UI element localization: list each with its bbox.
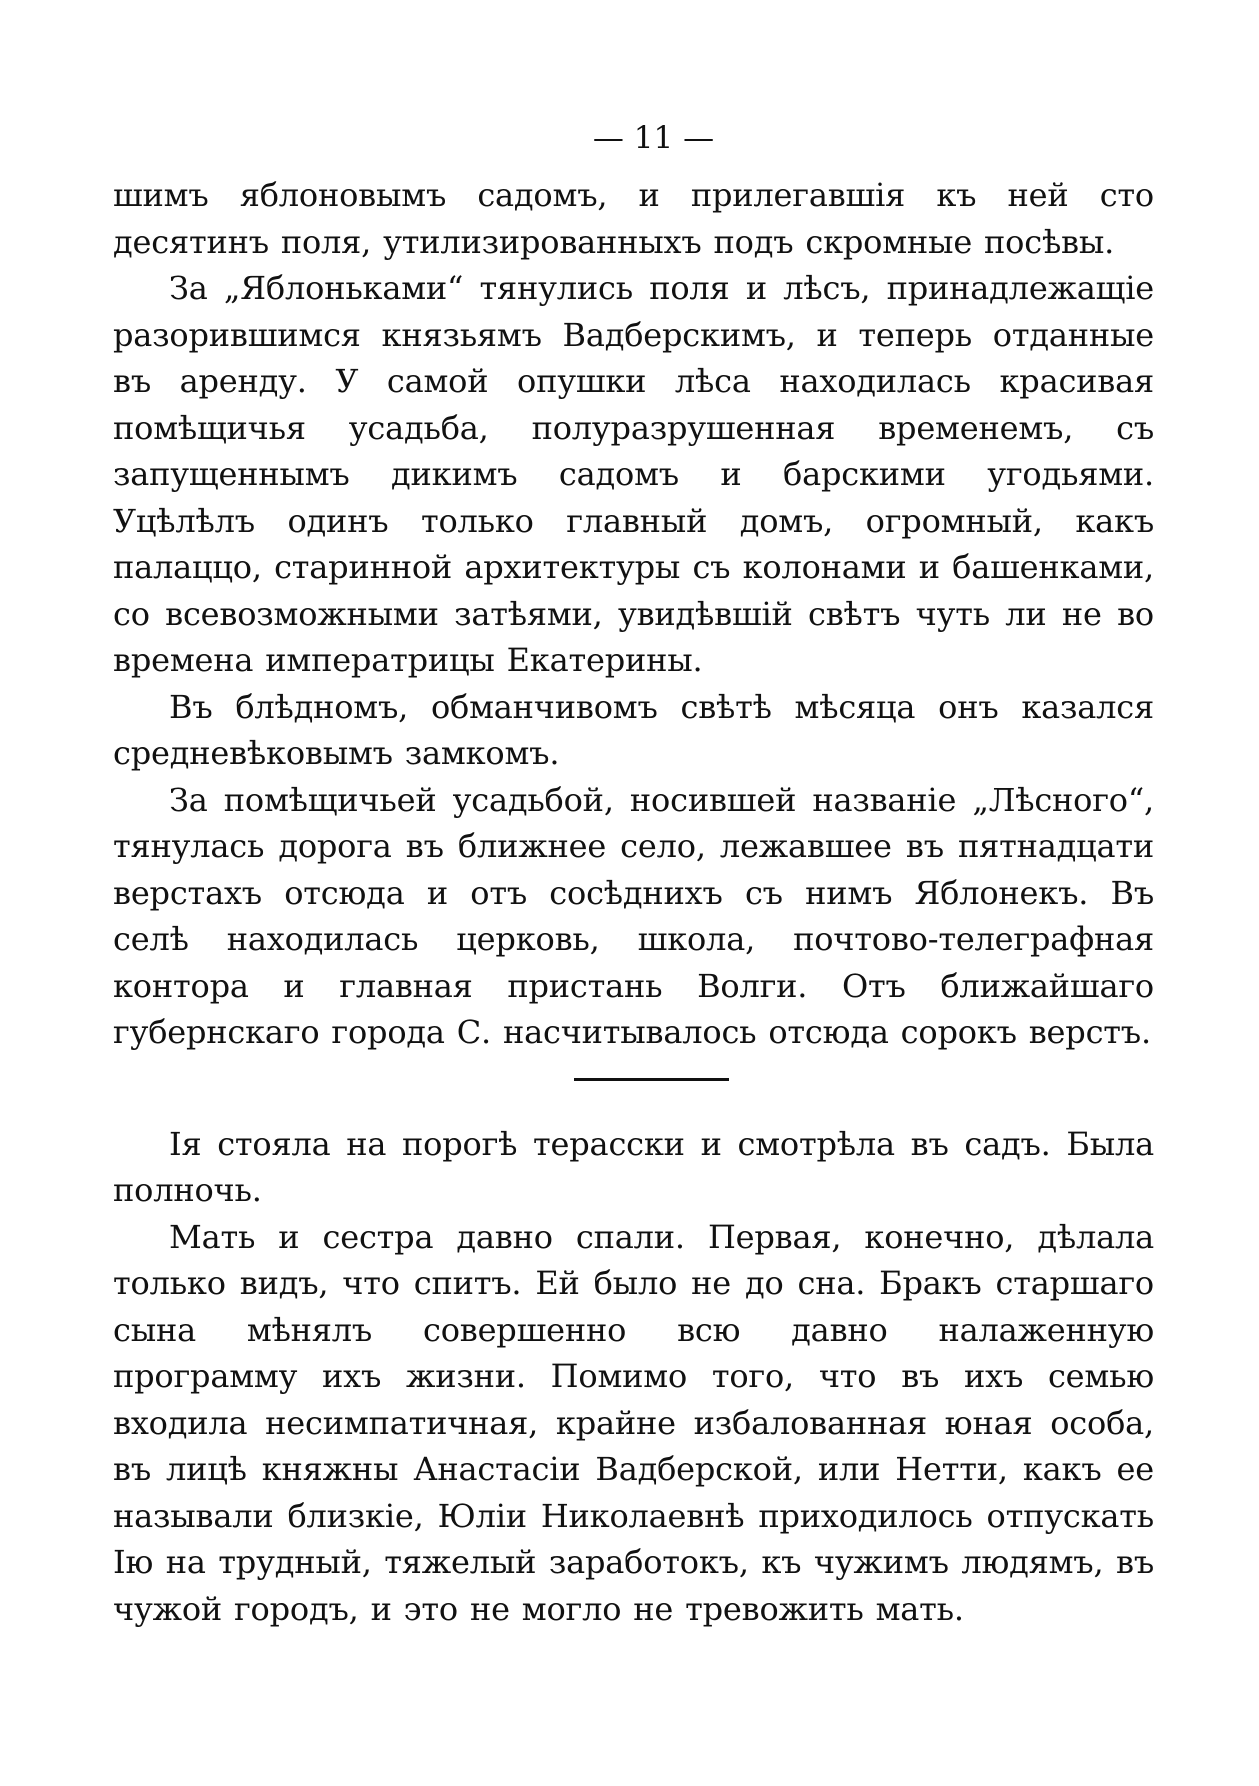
paragraph-yablonki: За „Яблоньками“ тянулись поля и лѣсъ, принадлежащіе разорившимся князьямъ Вадберскимъ, и теперь отданные въ аренду. У самой опушки лѣса находилась красивая помѣщичья усадьба, полуразрушенная временемъ, съ запущеннымъ дикимъ садомъ и барскими угодьями. Уцѣлѣлъ одинъ только главный домъ, огромный, какъ палаццо, старинной архитектуры съ колонами и башенками, со всевозможными затѣями, увидѣвшій свѣтъ чуть ли не во времена императрицы Екатерины. (113, 269, 1154, 679)
paragraph-moonlight: Въ блѣдномъ, обманчивомъ свѣтѣ мѣсяца онъ казался средневѣковымъ замкомъ. (113, 687, 1154, 772)
paragraph-continuation: шимъ яблоновымъ садомъ, и прилегавшія къ ней сто десятинъ поля, утилизированныхъ подъ скромные посѣвы. (113, 176, 1154, 261)
paragraph-mother-sister: Мать и сестра давно спали. Первая, конечно, дѣлала только видъ, что спитъ. Ей было не до сна. Бракъ старшаго сына мѣнялъ совершенно всю давно налаженную программу ихъ жизни. Помимо того, что въ ихъ семью входила несимпатичная, крайне избалованная юная особа, въ лицѣ княжны Анастасіи Вадберской, или Нетти, какъ ее называли близкіе, Юліи Николаевнѣ приходилось отпускать Ію на трудный, тяжелый заработокъ, къ чужимъ людямъ, въ чужой городъ, и это не могло не тревожить мать. (113, 1217, 1154, 1628)
page-number: — 11 — (592, 120, 715, 156)
section-divider (574, 1078, 729, 1081)
paragraph-road: За помѣщичьей усадьбой, носившей названіе „Лѣсного“, тянулась дорога въ ближнее село, лежавшее въ пятнадцати верстахъ отсюда и отъ сосѣднихъ съ нимъ Яблонекъ. Въ селѣ находилась церковь, школа, почтово-телеграфная контора и главная пристань Волги. Отъ ближайшаго губернскаго города С. насчитывалось отсюда сорокъ верстъ. (113, 780, 1154, 1051)
paragraph-ia-threshold: Ія стояла на порогѣ терасски и смотрѣла въ садъ. Была полночь. (113, 1124, 1154, 1209)
